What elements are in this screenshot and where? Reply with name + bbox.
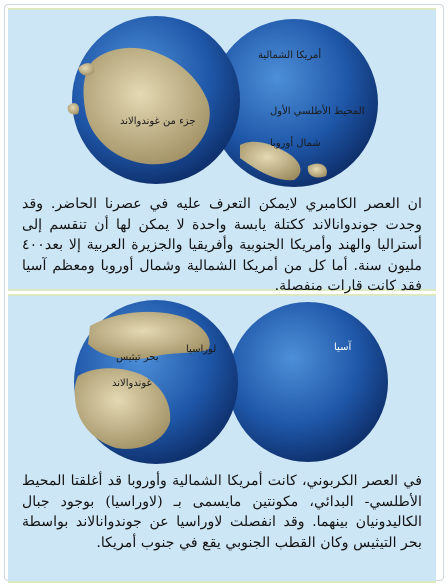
cambrian-globes-illustration <box>8 10 436 190</box>
label-gondwana: غوندوالاند <box>112 378 152 389</box>
cambrian-panel <box>8 8 436 294</box>
cambrian-caption: ان العصر الكامبري لايمكن التعرف عليه في عصرنا الحاضر. وقد وجدت جوندوانالاند ككتلة يابسة واحدة لا يمكن لها أن تنقسم إلى أستراليا والهند وأمريكا الجنوبية وأفريقيا والجزيرة العربية إلا بعد٤٠٠ مليون سنة. أما كل من أمريكا الشمالية وشمال أوروبا ومعظم آسيا فقد كانت قارات منفصلة. <box>22 196 422 294</box>
label-north-america: أمريكا الشمالية <box>258 50 322 61</box>
label-north-europe: شمال أوروبا <box>270 138 321 149</box>
right-globe <box>228 302 388 462</box>
label-asia: آسيا <box>334 342 352 353</box>
label-atlantic: المحيط الأطلسي الأول <box>270 106 365 117</box>
carboniferous-globes-illustration <box>8 296 436 468</box>
small-island <box>68 103 79 114</box>
carboniferous-panel <box>8 294 436 583</box>
label-tethys: بحر تيثيس <box>116 352 159 363</box>
label-gondwana-part: جزء من غوندوالاند <box>120 116 196 127</box>
label-laurasia: لوراسيا <box>186 344 217 355</box>
carboniferous-caption: في العصر الكربوني، كانت أمريكا الشمالية وأوروبا قد أغلقتا المحيط الأطلسي- البدائي، مكونتين مايسمى بـ (لاوراسيا) بوجود جبال الكاليدونيان بينهما. وقد انفصلت لاوراسيا عن جوندوانالاند بواسطة بحر التيثيس وكان القطب الجنوبي يقع في جنوب أمريكا. <box>22 473 422 551</box>
